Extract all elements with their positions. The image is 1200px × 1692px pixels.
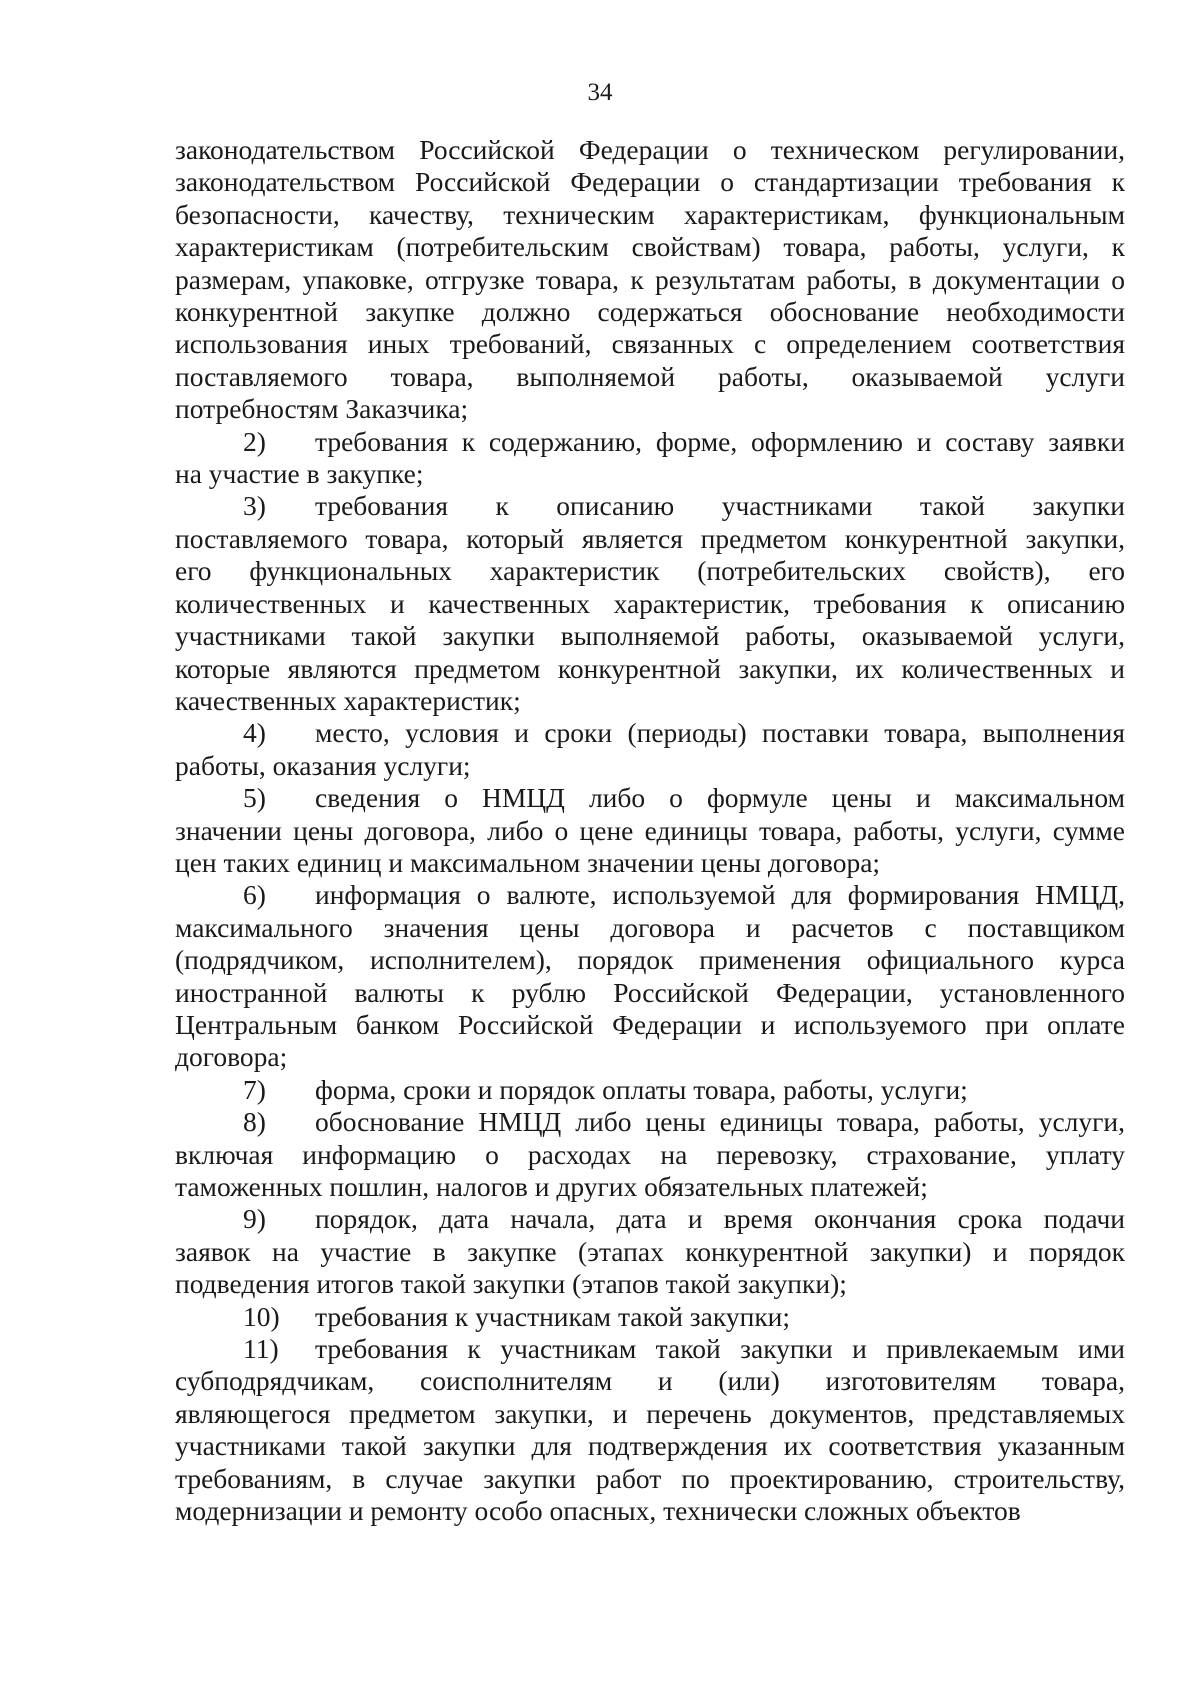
list-item-line: [175, 685, 1125, 717]
list-item: [175, 490, 1125, 717]
list-item-text: модернизации и ремонту особо опасных, технически сложных объектов: [175, 1495, 1021, 1527]
list-item-text: форма, сроки и порядок оплаты товара, работы, услуги;: [315, 1073, 968, 1105]
list-item: [175, 879, 1125, 1073]
list-item-line: [175, 1041, 1125, 1073]
list-item-text: на участие в закупке;: [175, 458, 424, 490]
list-item-line: [175, 1171, 1125, 1203]
list-item-text: таможенных пошлин, налогов и других обязательных платежей;: [175, 1171, 928, 1202]
list-item-text: иностранной валюты к рублю Российской Федерации, установленного: [175, 976, 1125, 1008]
list-item-text: требования к участникам такой закупки и привлекаемым ими: [315, 1333, 1125, 1365]
list-item: [175, 782, 1125, 879]
list-item-line: [175, 1301, 1125, 1333]
list-item-line: [175, 490, 1125, 522]
list-item: [175, 1203, 1125, 1300]
intro-line: законодательством Российской Федерации о стандартизации требования к: [175, 166, 1125, 198]
list-item-line: [175, 1495, 1125, 1527]
list-item-line: [175, 653, 1125, 685]
list-item-text: работы, оказания услуги;: [175, 749, 471, 781]
list-item-text: являющегося предметом закупки, и перечень документов, представляемых: [175, 1397, 1125, 1429]
list-item: [175, 1074, 1125, 1106]
intro-line: использования иных требований, связанных с определением соответствия: [175, 328, 1125, 360]
list-item-line: [175, 815, 1125, 847]
document-body: [175, 134, 1125, 1527]
list-item-text: которые являются предметом конкурентной закупки, их количественных и: [175, 652, 1125, 684]
list-item-line: [175, 879, 1125, 911]
list-item-line: [175, 1009, 1125, 1041]
list-item-line: [175, 1203, 1125, 1235]
list-item-line: [175, 426, 1125, 458]
list-item-text: (подрядчиком, исполнителем), порядок применения официального курса: [175, 944, 1125, 976]
list-item-text: поставляемого товара, который является предметом конкурентной закупки,: [175, 522, 1125, 554]
list-item-number: 5): [243, 782, 266, 814]
list-item-line: [175, 1463, 1125, 1495]
list-item-text: требования к содержанию, форме, оформлению и составу заявки: [315, 425, 1125, 457]
list-item-line: [175, 1074, 1125, 1106]
list-item-text: обоснование НМЦД либо цены единицы товара, работы, услуги,: [315, 1106, 1125, 1138]
intro-line: поставляемого товара, выполняемой работы, оказываемой услуги: [175, 360, 1125, 392]
list-item-text: место, условия и сроки (периоды) поставки товара, выполнения: [315, 717, 1125, 749]
list-item-line: [175, 1139, 1125, 1171]
intro-line: законодательством Российской Федерации о техническом регулировании,: [175, 134, 1125, 165]
list-item-number: 3): [243, 490, 266, 522]
list-item: [175, 426, 1125, 491]
list-item-line: [175, 588, 1125, 620]
list-item-number: 2): [243, 425, 266, 457]
list-item-text: требованиям, в случае закупки работ по проектированию, строительству,: [175, 1462, 1125, 1494]
list-item-text: значении цены договора, либо о цене единицы товара, работы, услуги, сумме: [175, 814, 1125, 846]
list-item-line: [175, 620, 1125, 652]
intro-line: безопасности, качеству, техническим характеристикам, функциональным: [175, 198, 1125, 230]
list-item-line: [175, 1398, 1125, 1430]
list-item-line: [175, 912, 1125, 944]
list-item-text: участниками такой закупки выполняемой работы, оказываемой услуги,: [175, 620, 1125, 652]
list-item-line: [175, 717, 1125, 749]
list-item-text: включая информацию о расходах на перевозку, страхование, уплату: [175, 1138, 1125, 1170]
list-item-line: [175, 847, 1125, 879]
list-item: [175, 1333, 1125, 1527]
list-item: [175, 717, 1125, 782]
list-item-line: [175, 555, 1125, 587]
intro-line: потребностям Заказчика;: [175, 393, 469, 425]
list-item-line: [175, 1365, 1125, 1397]
list-item-text: количественных и качественных характеристик, требования к описанию: [175, 587, 1125, 619]
list-item-text: Центральным банком Российской Федерации и используемого при оплате: [175, 1008, 1125, 1040]
list-item-line: [175, 977, 1125, 1009]
intro-line: характеристикам (потребительским свойствам) товара, работы, услуги, к: [175, 231, 1125, 263]
list-item-line: [175, 1430, 1125, 1462]
list-item-line: [175, 1236, 1125, 1268]
list-item-line: [175, 944, 1125, 976]
list-item-number: 11): [243, 1333, 279, 1365]
list-item-text: цен таких единиц и максимальном значении цены договора;: [175, 846, 881, 878]
list-item-text: подведения итогов такой закупки (этапов такой закупки);: [175, 1268, 847, 1300]
intro-line: размерам, упаковке, отгрузке товара, к результатам работы, в документации о: [175, 263, 1125, 295]
list-item-number: 10): [243, 1300, 280, 1332]
list-item-text: качественных характеристик;: [175, 684, 521, 716]
list-item-text: его функциональных характеристик (потребительских свойств), его: [175, 555, 1125, 587]
list-item-line: [175, 1333, 1125, 1365]
list-item-number: 6): [243, 879, 266, 911]
list-item-text: договора;: [175, 1041, 288, 1073]
list-item-text: сведения о НМЦД либо о формуле цены и максимальном: [315, 782, 1125, 814]
list-item-line: [175, 1268, 1125, 1300]
list-item-line: [175, 782, 1125, 814]
list-item-text: требования к участникам такой закупки;: [315, 1300, 791, 1332]
list-item-number: 4): [243, 717, 266, 749]
list-item-text: субподрядчикам, соисполнителям и (или) изготовителям товара,: [175, 1365, 1125, 1397]
list-item-text: заявок на участие в закупке (этапах конкурентной закупки) и порядок: [175, 1235, 1125, 1267]
list-item-text: порядок, дата начала, дата и время окончания срока подачи: [315, 1203, 1125, 1235]
list-item-line: [175, 523, 1125, 555]
list-item-text: участниками такой закупки для подтверждения их соответствия указанным: [175, 1430, 1125, 1462]
list-item: [175, 1301, 1125, 1333]
list-item-text: требования к описанию участниками такой закупки: [315, 490, 1125, 522]
list-item-text: максимального значения цены договора и расчетов с поставщиком: [175, 911, 1125, 943]
page-number: 34: [587, 79, 613, 106]
list-item-text: информация о валюте, используемой для формирования НМЦД,: [315, 879, 1125, 911]
list-item-line: [175, 458, 1125, 490]
list-item-line: [175, 750, 1125, 782]
list-item: [175, 1106, 1125, 1203]
list-item-number: 8): [243, 1106, 266, 1138]
intro-line: конкурентной закупке должно содержаться обоснование необходимости: [175, 296, 1125, 328]
list-item-line: [175, 1106, 1125, 1138]
list-item-number: 9): [243, 1203, 266, 1235]
list-item-number: 7): [243, 1073, 266, 1105]
